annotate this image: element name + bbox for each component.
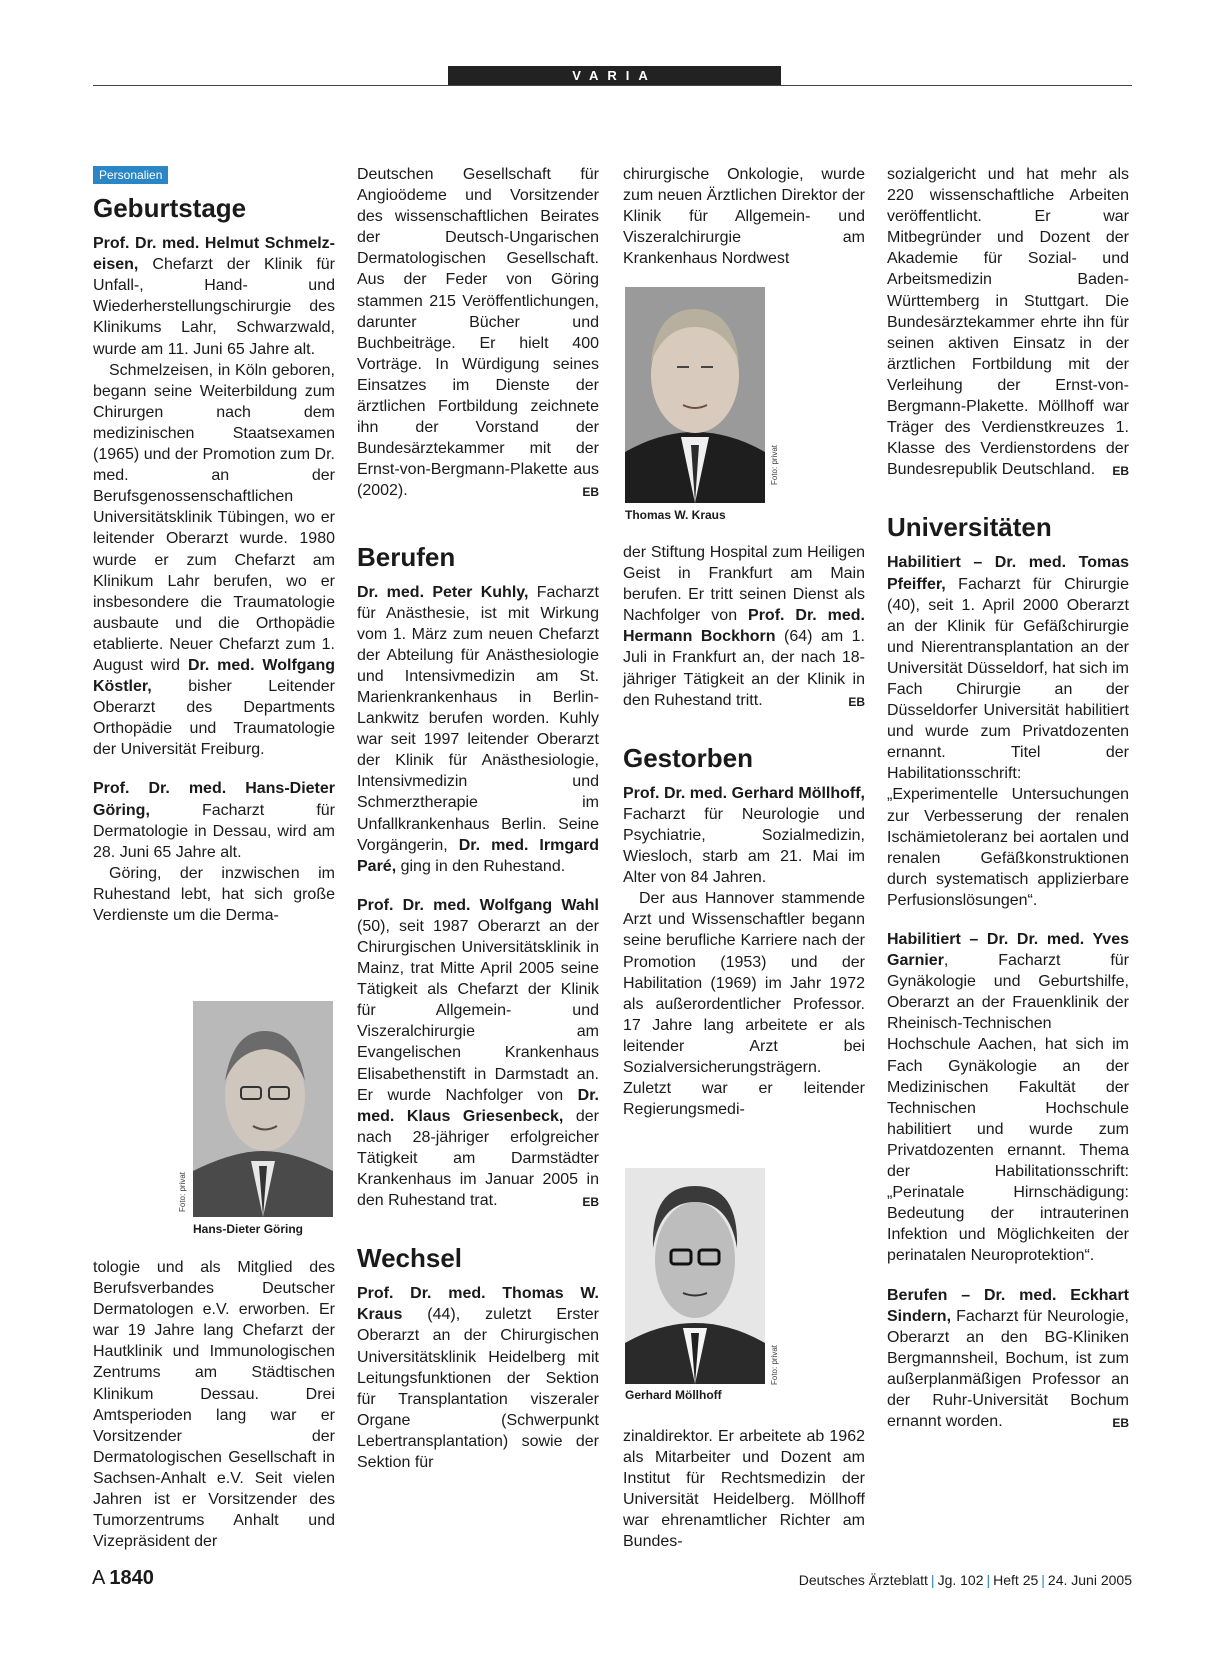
article-kraus-cont: chirurgische Onkologie, wurde zum neuen Ärztlichen Direktor der Klinik für Allgemein- und Viszeralchirurgie am Krankenhaus Nordwest bbox=[623, 166, 865, 268]
article-goering-body-2: tologie und als Mitglied des Berufsverbandes Deutscher Dermatologen e.V. erworben. Er war 19 Jahre lang Chefarzt der Hautklinik und Immunologischen Zentrums am Städtischen Klinikum Dessau. Drei Amtsperioden lang war er Vorsitzender der Dermatologischen Gesellschaft in Sachsen-Anhalt e.V. Seit vielen Jahren ist er Vorsitzender des Tumorzentrums Anhalt und Vizepräsident der bbox=[93, 1259, 335, 1551]
article-kuhly: Dr. med. Peter Kuhly, Facharzt für Anästhesie, ist mit Wirkung vom 1. März zum neuen Chefarzt der Abteilung für Anästhesiologie und Intensivmedizin am St. Marienkrankenhaus in Berlin-Lankwitz berufen worden. Kuhly war seit 1997 leitender Oberarzt der Klinik für Anästhesiologie, Intensivmedizin und Schmerztherapie im Unfallkrankenhaus Berlin. Seine Vorgängerin, Dr. med. Irmgard Paré, ging in den Ruhestand. bbox=[357, 583, 599, 875]
article-goering: Prof. Dr. med. Hans-Dieter Göring, Facharzt für Dermatologie in Dessau, wird am 28. Juni 65 Jahre alt. bbox=[93, 780, 335, 861]
article-kraus: Prof. Dr. med. Thomas W. Kraus (44), zuletzt Erster Oberarzt an der Chirurgischen Universitätsklinik Heidelberg mit Leitungsfunktionen der Sektion für Transplantation viszeraler Organe (Schwerpunkt Lebertransplantation) sowie der Sektion für bbox=[357, 1285, 599, 1471]
caption-goering: Hans-Dieter Göring bbox=[193, 1222, 304, 1236]
portrait-kraus bbox=[625, 287, 765, 503]
article-moellhoff-end: sozialgericht und hat mehr als 220 wissenschaftliche Arbeiten veröffentlicht. Er war Mitbegründer und Dozent der Akademie für Sozial- und Arbeitsmedizin Baden-Württemberg in Stuttgart. Die Bundesärztekammer ehrte ihn für seinen aktiven Einsatz in der ärztlichen Fortbildung mit der Verleihung der Ernst-von-Bergmann-Plakette. Möllhoff war Träger des Verdienstkreuzes 1. Klasse des Verdienstordens der Bundesrepublik Deutschland. EB bbox=[887, 166, 1129, 479]
page-number: A 1840 bbox=[92, 1567, 154, 1589]
column-3 bbox=[623, 164, 865, 269]
column-1 bbox=[93, 164, 335, 926]
portrait-moellhoff bbox=[625, 1168, 765, 1384]
article-moellhoff: Prof. Dr. med. Gerhard Möllhoff, Facharzt für Neurologie und Psychiatrie, Sozialmedizin, Wiesloch, starb am 21. Mai im Alter von 84 Jahren. bbox=[623, 784, 865, 887]
photo-credit-moellhoff: Foto: privat bbox=[770, 1344, 779, 1385]
article-moellhoff-body-2: zinaldirektor. Er arbeitete ab 1962 als Mitarbeiter und Dozent am Institut für Rechtsmedizin der Universität Heidelberg. Möllhoff war ehrenamtlicher Richter am Bundes- bbox=[623, 1428, 865, 1551]
header-rule bbox=[93, 85, 1132, 86]
caption-moellhoff: Gerhard Möllhoff bbox=[625, 1388, 722, 1402]
article-schmelzeisen-body: Schmelzeisen, in Köln geboren, begann seine Weiterbildung zum Chirurgen nach dem medizinischen Staatsexamen (1965) und der Promotion zum Dr. med. an der Berufsgenossenschaftlichen Universitätsklinik Tübingen, wo er leitender Oberarzt wurde. 1980 wurde er zum Chefarzt am Klinikum Lahr berufen, wo er insbesondere die Traumatologie ausbaute und die Orthopädie etablierte. Neuer Chefarzt zum 1. August wird Dr. med. Wolfgang Köstler, bisher Leitender Oberarzt des Departments Orthopädie und Traumatologie der Universität Freiburg. bbox=[93, 361, 335, 759]
section-header: VARIA bbox=[448, 66, 781, 86]
column-3-middle bbox=[623, 542, 865, 1120]
article-goering-end: Deutschen Gesellschaft für Angioödeme und Vorsitzender des wissenschaftlichen Beirates der Deutsch-Ungarischen Dermatologischen Gesellschaft. Aus der Feder von Göring stammen 215 Veröffentlichungen, darunter Bücher und Buchbeiträge. Er hielt 400 Vorträge. In Würdigung seines Einsatzes im Dienste der ärztlichen Fortbildung zeichnete ihn der Vorstand der Bundesärztekammer mit der Ernst-von-Bergmann-Plakette aus (2002). EB bbox=[357, 166, 599, 500]
column-1-continued bbox=[93, 1257, 335, 1552]
article-kraus-end: der Stiftung Hospital zum Heiligen Geist in Frankfurt am Main berufen. Er tritt seinen Dienst als Nachfolger von Prof. Dr. med. Hermann Bockhorn (64) am 1. Juli in Frankfurt an, der nach 18-jähriger Tätigkeit an der Klinik in den Ruhestand tritt. EB bbox=[623, 544, 866, 709]
column-3-bottom bbox=[623, 1426, 865, 1553]
heading-wechsel: Wechsel bbox=[357, 1243, 463, 1274]
article-moellhoff-body: Der aus Hannover stammende Arzt und Wissenschaftler begann seine berufliche Karriere nach der Promotion (1953) und der Habilitation (1969) im Jahr 1972 als außerordentlicher Professor. 17 Jahre lang arbeitete er als leitender Arzt bei Sozialversicherungsträgern. Zuletzt war er leitender Regierungsmedi- bbox=[623, 890, 865, 1119]
article-sindern: Berufen – Dr. med. Eckhart Sindern, Facharzt für Neurologie, Oberarzt an den BG-Kliniken Bergmannsheil, Bochum, ist zum außerplanmäßigen Professor an der Ruhr-Universität Bochum ernannt worden. EB bbox=[887, 1286, 1129, 1431]
heading-geburtstage: Geburtstage bbox=[93, 193, 247, 224]
caption-kraus: Thomas W. Kraus bbox=[625, 508, 726, 522]
heading-gestorben: Gestorben bbox=[623, 742, 754, 773]
article-schmelzeisen: Prof. Dr. med. Helmut Schmelz-eisen, Chefarzt der Klinik für Unfall-, Hand- und Wiederherstellungschirurgie des Klinikums Lahr, Schwarzwald, wurde am 11. Juni 65 Jahre alt. bbox=[93, 235, 335, 358]
article-pfeiffer: Habilitiert – Dr. med. Tomas Pfeiffer, Facharzt für Chirurgie (40), seit 1. April 2000 Oberarzt an der Klinik für Gefäßchirurgie und Nierentransplantation an der Universität Düsseldorf, hat sich im Fach Chirurgie an der Düsseldorfer Universität habilitiert und wurde zum Privatdozenten ernannt. Titel der Habilitationsschrift: „Experimentelle Untersuchungen zur Verbesserung der renalen Ischämietoleranz bei aortalen und renalen Gefäßkonstruktionen durch systematisch applizierbare Perfusionslösungen“. bbox=[887, 554, 1129, 909]
article-goering-body: Göring, der inzwischen im Ruhestand lebt, hat sich große Verdienste um die Derma- bbox=[93, 864, 335, 924]
article-wahl: Prof. Dr. med. Wolfgang Wahl (50), seit 1987 Oberarzt an der Chirurgischen Universitätsklinik in Mainz, trat Mitte April 2005 seine Tätigkeit als Chefarzt der Klinik für Allgemein- und Viszeralchirurgie am Evangelischen Krankenhaus Elisabethenstift in Darmstadt an. Er wurde Nachfolger von Dr. med. Klaus Griesenbeck, der nach 28-jähriger erfolgreicher Tätigkeit am Darmstädter Krankenhaus im Januar 2005 in den Ruhestand trat. EB bbox=[357, 896, 599, 1210]
article-garnier: Habilitiert – Dr. Dr. med. Yves Garnier, Facharzt für Gynäkologie und Geburtshilfe, Oberarzt an der Frauenklinik der Rheinisch-Technischen Hochschule Aachen, hat sich im Fach Gynäkologie an der Medizinischen Fakultät der Technischen Hochschule habilitiert und wurde zum Privatdozenten ernannt. Thema der Habilitationsschrift: „Perinatale Hirnschädigung: Bedeutung der intrauterinen Infektion und Möglichkeiten der perinatalen Neuroprotektion“. bbox=[887, 931, 1129, 1265]
heading-berufen: Berufen bbox=[357, 541, 456, 572]
column-2 bbox=[357, 164, 599, 1473]
journal-footer: Deutsches Ärzteblatt | Jg. 102 | Heft 25 | 24. Juni 2005 bbox=[798, 1572, 1132, 1588]
column-4 bbox=[887, 164, 1129, 1434]
photo-credit: Foto: privat bbox=[178, 1171, 187, 1212]
portrait-goering bbox=[193, 1001, 333, 1217]
heading-universitaeten: Universitäten bbox=[887, 512, 1052, 543]
category-tag: Personalien bbox=[93, 166, 168, 184]
photo-credit-kraus: Foto: privat bbox=[770, 444, 779, 485]
